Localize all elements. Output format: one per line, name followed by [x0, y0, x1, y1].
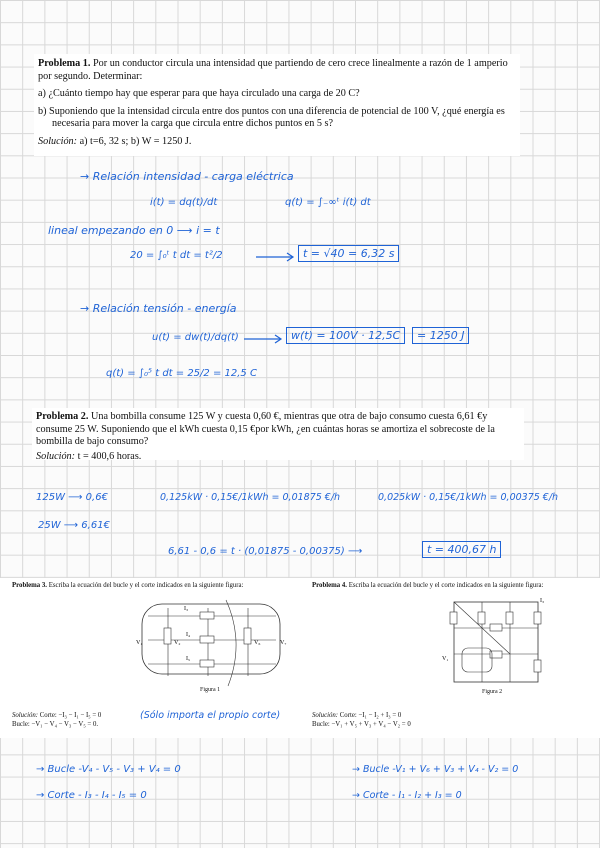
- notes1-eq-q: q(t) = ∫₋∞ᵗ i(t) dt: [285, 197, 371, 208]
- figure2-caption: Figura 2: [482, 689, 503, 695]
- notes1-arrow-1: [256, 252, 296, 262]
- figure1-caption: Figura 1: [200, 687, 221, 693]
- notes1-eq-i: i(t) = dq(t)/dt: [150, 197, 218, 208]
- problem3-sol-corte: Corte: −I₃ − I₁ − I₅ = 0: [39, 712, 102, 719]
- notes1-linear: lineal empezando en 0 ⟶ i = t: [48, 224, 220, 237]
- notes2-row1b: 0,125kW · 0,15€/1kWh = 0,01875 €/h: [160, 492, 341, 503]
- problem4-hw-bucle: → Bucle -V₁ + V₆ + V₃ + V₄ - V₂ = 0: [352, 764, 519, 775]
- svg-text:I₄: I₄: [186, 632, 191, 638]
- problem3-sol-bucle: Bucle: −V₁ − V₄ − V₃ − V₅ = 0.: [12, 720, 99, 728]
- problem1-title: Problema 1.: [38, 58, 91, 69]
- notes2-row1a: 125W ⟶ 0,6€: [36, 492, 108, 503]
- problem2-text: Una bombilla consume 125 W y cuesta 0,60 €, mientras que otra de bajo consumo cuesta 6,61 €y consume 25 W. Suponiendo que el kWh cuesta 0,15 €por kWh, ¿en cuántas horas se amortiza el sobrecoste de la bombilla de bajo consumo?: [36, 411, 495, 447]
- notes2-result: t = 400,67 h: [422, 541, 501, 558]
- svg-text:I₃: I₃: [184, 606, 189, 612]
- figure2-circuit: [440, 594, 550, 690]
- problem4-statement: [312, 582, 598, 591]
- notes2-row3: 6,61 - 0,6 = t · (0,01875 - 0,00375) ⟶: [168, 546, 363, 557]
- problem4-hw-corte: → Corte - I₁ - I₂ + I₃ = 0: [352, 790, 462, 801]
- notes2-row1c: 0,025kW · 0,15€/1kWh = 0,00375 €/h: [378, 492, 559, 503]
- problem1-statement: [38, 58, 514, 83]
- problem1-text: Por un conductor circula una intensidad que partiendo de cero crece linealmente a razón de 1 amperio por segundo. Determinar:: [38, 58, 508, 82]
- svg-text:V₁: V₁: [442, 656, 449, 662]
- notes1-heading2: → Relación tensión - energía: [80, 302, 237, 315]
- notes1-heading1: → Relación intensidad - carga eléctrica: [80, 170, 294, 183]
- problem4-text: Escriba la ecuación del bucle y el corte indicados en la siguiente figura:: [348, 582, 544, 589]
- problem1-item-a: a) ¿Cuánto tiempo hay que esperar para que haya circulado una carga de 20 C?: [38, 88, 360, 99]
- problem1-solution: [38, 136, 514, 149]
- notes1-result-w1: w(t) = 100V · 12,5C: [286, 327, 405, 344]
- problem2-solution: [36, 451, 520, 464]
- problem3-statement: [12, 582, 308, 591]
- problem1-solution-value: a) t=6, 32 s; b) W = 1250 J.: [79, 135, 192, 147]
- problem3-solution-label: Solución:: [12, 712, 39, 719]
- problem4-title: Problema 4.: [312, 582, 347, 589]
- svg-text:V₇: V₇: [280, 640, 287, 646]
- problem3-solution: [12, 712, 101, 729]
- notes2-row2a: 25W ⟶ 6,61€: [38, 520, 110, 531]
- problem4-sol-corte: Corte: −I₁ − I₂ + I₃ = 0: [339, 712, 402, 719]
- problem1-card: [34, 54, 520, 156]
- notes1-result-t: t = √40 = 6,32 s: [298, 245, 399, 262]
- problem2-solution-value: t = 400,6 horas.: [77, 450, 142, 462]
- svg-text:I₅: I₅: [186, 656, 191, 662]
- problem3-hw-corte: → Corte - I₃ - I₄ - I₅ = 0: [36, 790, 147, 801]
- problem1-item-b: b) Suponiendo que la intensidad circula entre dos puntos con una diferencia de potencial de 100 V, ¿qué energía es necesaria para mover la carga que circula entre dichos puntos en 5 s?: [38, 105, 505, 129]
- notes1-eq-20: 20 = ∫₀ᵗ t dt = t²/2: [130, 250, 223, 261]
- problem2-solution-label: Solución:: [36, 450, 76, 462]
- problem2-card: [32, 408, 524, 460]
- svg-text:V₂: V₂: [174, 640, 181, 646]
- problem3-text: Escriba la ecuación del bucle y el corte indicados en la siguiente figura:: [48, 582, 244, 589]
- notes1-result-w2: = 1250 J: [412, 327, 469, 344]
- problem1-solution-label: Solución:: [38, 135, 78, 147]
- problem3-hw-bucle: → Bucle -V₄ - V₅ - V₃ + V₄ = 0: [36, 764, 181, 775]
- svg-text:V₆: V₆: [254, 640, 261, 646]
- svg-text:V₁: V₁: [136, 640, 143, 646]
- problem4-solution-label: Solución:: [312, 712, 339, 719]
- problem4-solution: [312, 712, 411, 729]
- problem3-title: Problema 3.: [12, 582, 47, 589]
- problem2-title: Problema 2.: [36, 411, 89, 422]
- problem4-sol-bucle: Bucle: −V₁ + V₅ + V₃ + V₄ − V₂ = 0: [312, 720, 411, 728]
- notes1-arrow-2: [244, 334, 284, 344]
- notes1-eq-q5: q(t) = ∫₀⁵ t dt = 25/2 = 12,5 C: [106, 368, 257, 379]
- problem2-statement: [36, 411, 520, 449]
- problem3-note: (Sólo importa el propio corte): [140, 710, 281, 721]
- notes1-eq-u: u(t) = dw(t)/dq(t): [152, 332, 239, 343]
- figure1-circuit: [128, 596, 298, 688]
- svg-text:I₃: I₃: [540, 598, 545, 604]
